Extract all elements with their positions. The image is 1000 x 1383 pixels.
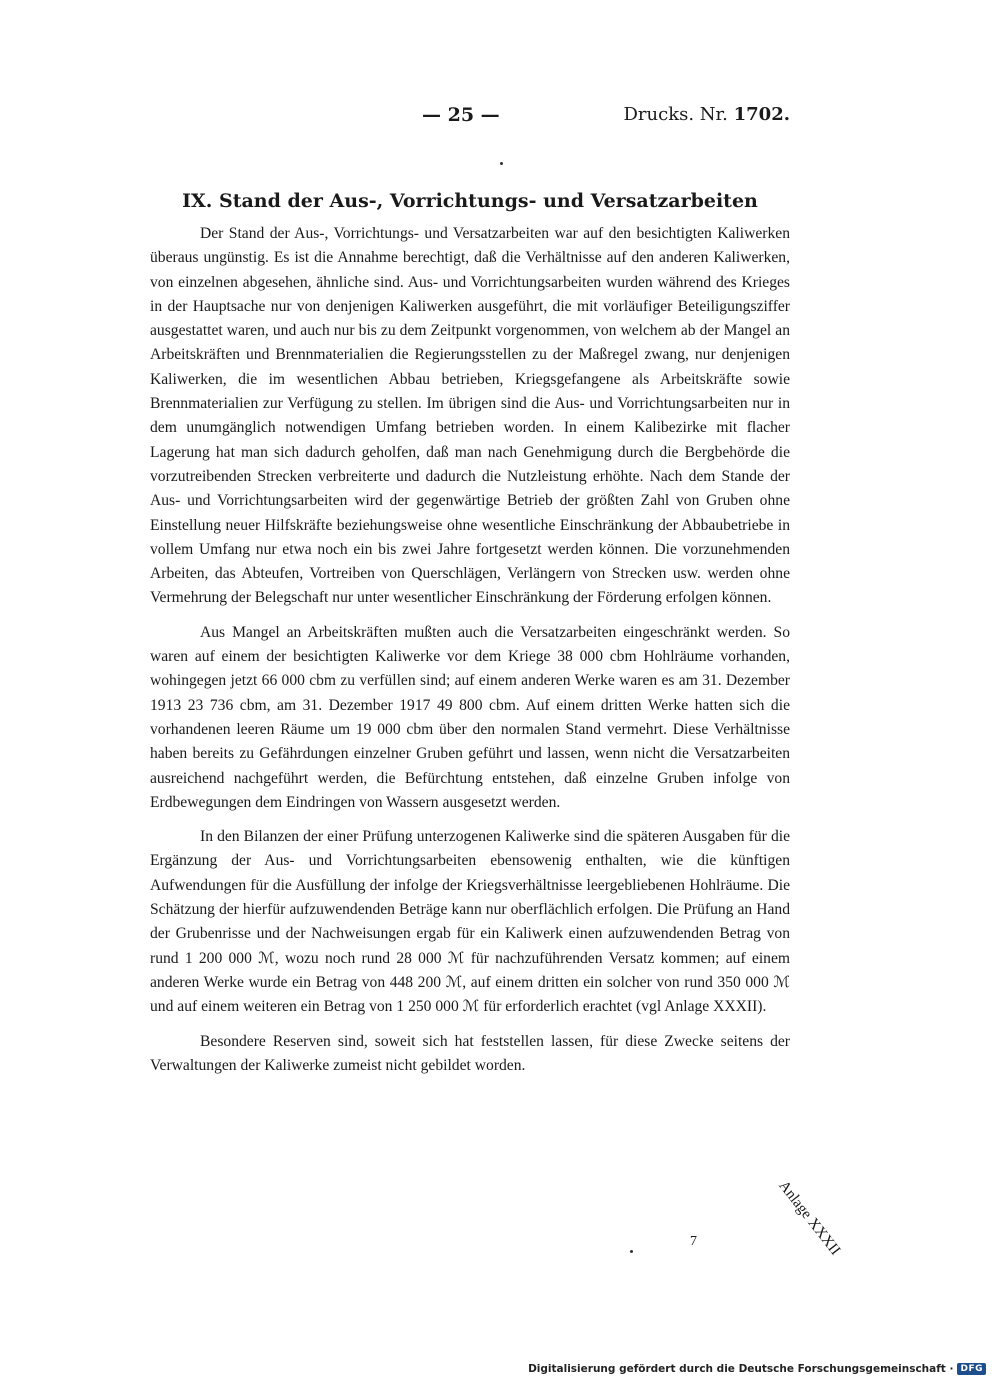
body-text [150, 222, 790, 1088]
page-header [150, 104, 790, 134]
section-title: IX. Stand der Aus-, Vorrichtungs- und Versatzarbeiten [182, 190, 758, 212]
dfg-logo: DFG [957, 1363, 986, 1375]
digitization-credit [528, 1363, 986, 1375]
paragraph-3: In den Bilanzen der einer Prüfung unterzogenen Kaliwerke sind die späteren Ausgaben für die Ergänzung der Aus- und Vorrichtungsarbeiten ebensowenig enthalten, wie die künftigen Aufwendungen für die Ausfüllung der infolge der Kriegsverhältnisse leergebliebenen Hohlräume. Die Schätzung der hierfür aufzuwendenden Beträge kann nur oberflächlich erfolgen. Die Prüfung an Hand der Grubenrisse und der Nachweisungen ergab für ein Kaliwerk einen aufzuwendenden Betrag von rund 1 200 000 ℳ, wozu noch rund 28 000 ℳ für nachzuführenden Versatz kommen; auf einem anderen Werke wurde ein Betrag von 448 200 ℳ, auf einem dritten ein solcher von rund 350 000 ℳ und auf einem weiteren ein Betrag von 1 250 000 ℳ für erforderlich erachtet (vgl Anlage XXXII). [150, 828, 790, 1016]
digitization-credit-text: Digitalisierung gefördert durch die Deutsche Forschungsgemeinschaft · [528, 1363, 954, 1375]
paragraph-4: Besondere Reserven sind, soweit sich hat feststellen lassen, für diese Zwecke seitens der Verwaltungen der Kaliwerke zumeist nicht gebildet worden. [150, 1032, 790, 1074]
sheet-signature-mark: 7 [690, 1234, 697, 1249]
stray-dot [500, 162, 503, 165]
margin-annex-note: Anlage XXXII [775, 1178, 844, 1259]
print-reference-prefix: Drucks. Nr. [623, 104, 728, 125]
paragraph-1: Der Stand der Aus-, Vorrichtungs- und Versatzarbeiten war auf den besichtigten Kaliwerken überaus ungünstig. Es ist die Annahme berechtigt, daß die Verhältnisse auf den anderen Kaliwerken, von einzelnen abgesehen, ähnliche sind. Aus- und Vorrichtungsarbeiten wurden während des Krieges in der Hauptsache nur von denjenigen Kaliwerken ausgeführt, die mit vorläufiger Beteiligungsziffer ausgestattet waren, und auch nur bis zu dem Zeitpunkt vorgenommen, von welchem ab der Mangel an Arbeitskräften und Brennmaterialien die Regierungsstellen zu der Maßregel zwang, nur denjenigen Kaliwerken, die im wesentlichen Abbau betrieben, Kriegsgefangene als Arbeitskräfte sowie Brennmaterialien zur Verfügung zu stellen. Im übrigen sind die Aus- und Vorrichtungsarbeiten nur in dem unumgänglich notwendigen Umfang betrieben worden. In einem Kalibezirke mit flacher Lagerung hat man sich dadurch geholfen, daß man nach Genehmigung durch die Bergbehörde die vorzutreibenden Strecken verbreiterte und dadurch die Nutzleistung erhöhte. Nach dem Stande der Aus- und Vorrichtungsarbeiten wird der gegenwärtige Betrieb der größten Zahl von Gruben ohne Einstellung neuer Hilfskräfte beziehungsweise ohne wesentliche Einschränkung der Abbaubetriebe in vollem Umfang nur etwa noch ein bis zwei Jahre fortgesetzt werden können. Die vorzunehmenden Arbeiten, das Abteufen, Vortreiben von Querschlägen, Verlängern von Strecken usw. werden ohne Vermehrung der Belegschaft nur unter wesentlicher Einschränkung der Förderung erfolgen können. [150, 225, 790, 607]
paragraph-2: Aus Mangel an Arbeitskräften mußten auch die Versatzarbeiten eingeschränkt werden. So waren auf einem der besichtigten Kaliwerke vor dem Kriege 38 000 cbm Hohlräume vorhanden, wohingegen jetzt 66 000 cbm zu verfüllen sind; auf einem anderen Werke waren es am 31. Dezember 1913 23 736 cbm, am 31. Dezember 1917 49 800 cbm. Auf einem dritten Werke hatten sich die vorhandenen leeren Räume um 19 000 cbm über den normalen Stand vermehrt. Diese Verhältnisse haben bereits zu Gefährdungen einzelner Gruben geführt und lassen, wenn nicht die Versatzarbeiten ausreichend nachgeführt werden, die Befürchtung entstehen, daß einzelne Gruben infolge von Erdbewegungen dem Eindringen von Wassern ausgesetzt werden. [150, 623, 790, 811]
page-number: — 25 — [422, 104, 500, 126]
print-reference [623, 104, 790, 125]
stray-dot [630, 1250, 633, 1253]
print-reference-number: 1702. [733, 104, 790, 125]
